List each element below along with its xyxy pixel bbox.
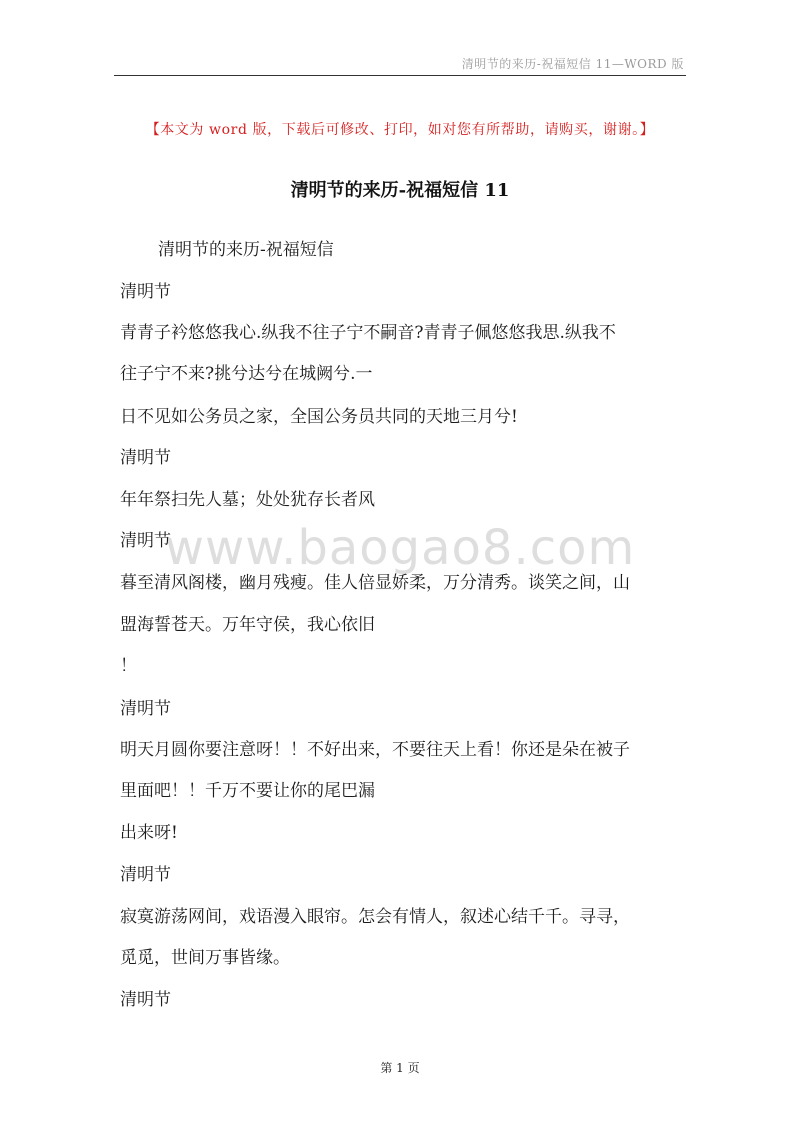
paragraph-line: 青青子衿悠悠我心.纵我不往子宁不嗣音?青青子佩悠悠我思.纵我不 xyxy=(120,323,616,343)
paragraph-line: 里面吧！！千万不要让你的尾巴漏 xyxy=(120,781,375,801)
document-title: 清明节的来历-祝福短信 11 xyxy=(290,180,510,201)
paragraph-line: 盟海誓苍天。万年守侯，我心依旧 xyxy=(120,615,375,635)
header-divider xyxy=(114,75,686,76)
paragraph-line: 清明节 xyxy=(120,699,171,719)
watermark: www.baogao8.com xyxy=(164,520,636,576)
purchase-notice: 【本文为 word 版，下载后可修改、打印，如对您有所帮助，请购买，谢谢。】 xyxy=(145,122,655,138)
paragraph-line: 清明节的来历-祝福短信 xyxy=(158,240,334,260)
paragraph-line: 往子宁不来?挑兮达兮在城阙兮.一 xyxy=(120,364,373,384)
paragraph-line: 清明节 xyxy=(120,282,171,302)
running-header: 清明节的来历-祝福短信 11—WORD 版 xyxy=(461,57,684,71)
paragraph-line: 清明节 xyxy=(120,990,171,1010)
paragraph-line: 暮至清风阁楼，幽月残瘦。佳人倍显娇柔，万分清秀。谈笑之间，山 xyxy=(120,573,630,593)
paragraph-line: 出来呀! xyxy=(120,823,178,843)
paragraph-line: 日不见如公务员之家，全国公务员共同的天地三月兮! xyxy=(120,407,518,427)
paragraph-line: 清明节 xyxy=(120,531,171,551)
paragraph-line: 清明节 xyxy=(120,865,171,885)
paragraph-line: 明天月圆你要注意呀！！不好出来，不要往天上看！你还是朵在被子 xyxy=(120,740,630,760)
paragraph-line: 清明节 xyxy=(120,448,171,468)
paragraph-line: 寂寞游荡网间，戏语漫入眼帘。怎会有情人，叙述心结千千。寻寻， xyxy=(120,907,630,927)
paragraph-line: 年年祭扫先人墓；处处犹存长者风 xyxy=(120,490,375,510)
paragraph-line: ！ xyxy=(120,656,137,676)
page-number: 第 1 页 xyxy=(380,1061,420,1075)
paragraph-line: 觅觅，世间万事皆缘。 xyxy=(120,948,290,968)
